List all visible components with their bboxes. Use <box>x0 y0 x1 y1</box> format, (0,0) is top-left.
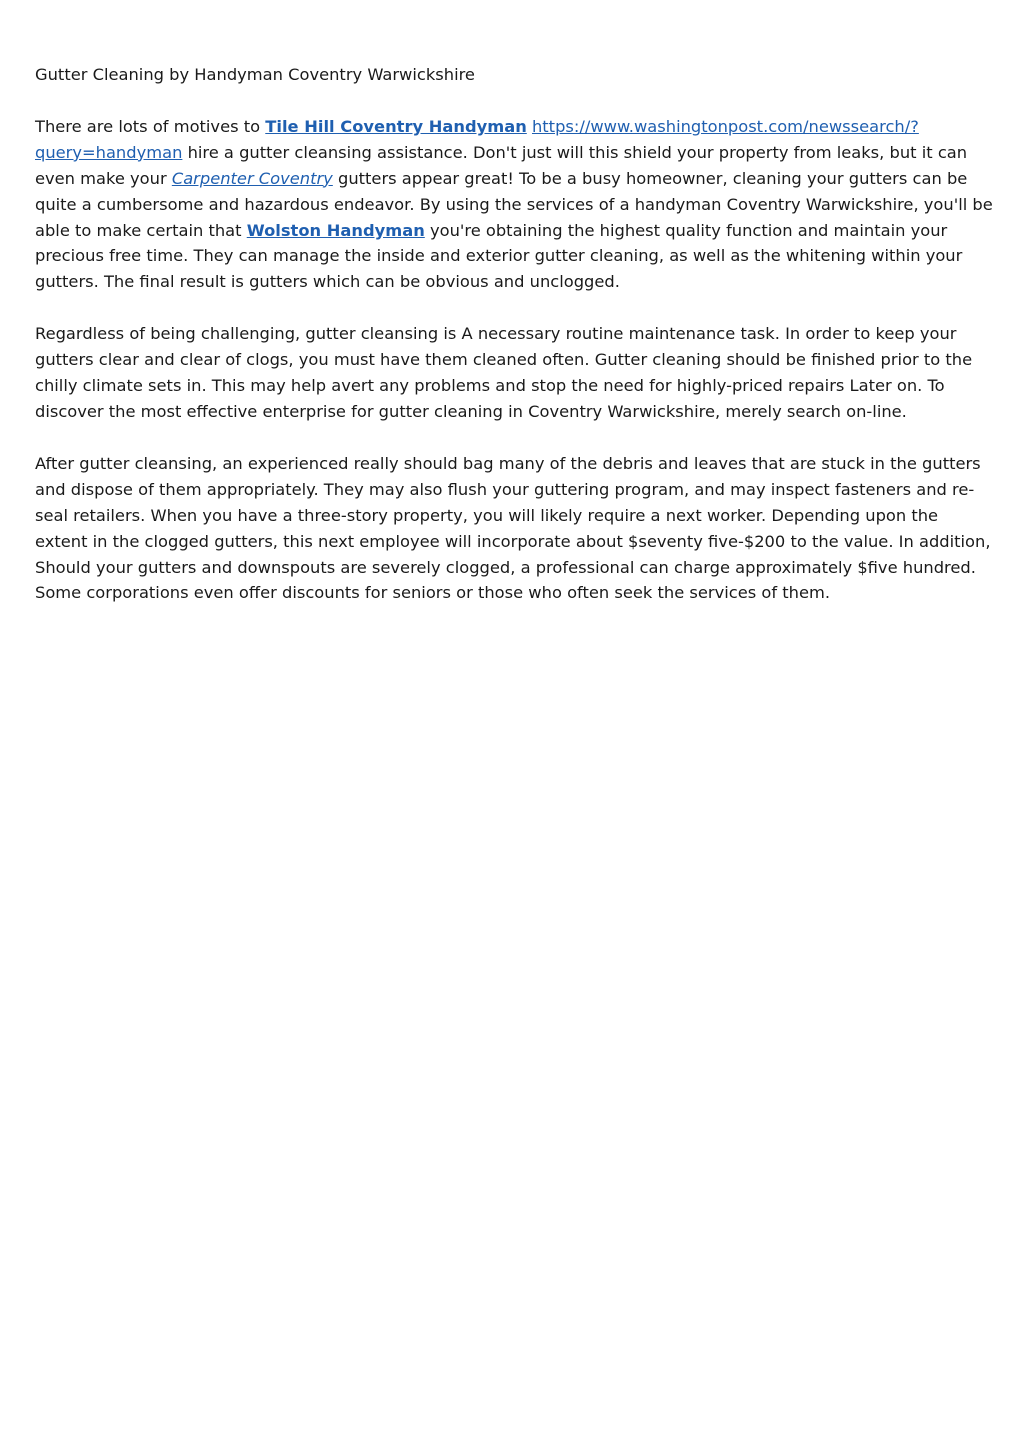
document-title: Gutter Cleaning by Handyman Coventry Warwickshire <box>35 65 475 84</box>
carpenter-coventry-link[interactable]: Carpenter Coventry <box>171 168 333 188</box>
paragraph-text: gutters appear great! To be a busy homeowner, cleaning your gutters can be quite a cumbersome and hazardous endeavor. By using the services of a handyman Coventry Warwickshire, you'll be able to make certain that <box>35 168 993 240</box>
paragraph-text: you're obtaining the highest quality function and maintain your precious free time. They can manage the inside and exterior gutter cleaning, as well as the whitening within your gutters. The final result is gutters which can be obvious and unclogged. <box>35 220 963 292</box>
paragraph-maintenance: Regardless of being challenging, gutter cleansing is A necessary routine maintenance task. In order to keep your gutters clear and clear of clogs, you must have them cleaned often. Gutter cleaning should be finished prior to the chilly climate sets in. This may help avert any problems and stop the need for highly-priced repairs Later on. To discover the most effective enterprise for gutter cleaning in Coventry Warwickshire, merely search on-line. <box>35 324 973 421</box>
paragraph-motives <box>35 114 995 295</box>
paragraph-text: There are lots of motives to <box>35 116 266 136</box>
paragraph-text: hire a gutter cleansing assistance. Don't just will this shield your property from leaks, but it can even make your <box>35 142 968 188</box>
document-body <box>35 62 995 632</box>
washingtonpost-link[interactable]: https://www.washingtonpost.com/newssearch/?query=handyman <box>35 116 919 162</box>
tile-hill-coventry-handyman-link[interactable]: Tile Hill Coventry Handyman <box>265 116 527 136</box>
wolston-handyman-link[interactable]: Wolston Handyman <box>246 220 425 240</box>
paragraph-after-cleansing: After gutter cleansing, an experienced really should bag many of the debris and leaves that are stuck in the gutters and dispose of them appropriately. They may also flush your guttering program, and may inspect fasteners and re-seal retailers. When you have a three-story property, you will likely require a next worker. Depending upon the extent in the clogged gutters, this next employee will incorporate about $seventy five-$200 to the value. In addition, Should your gutters and downspouts are severely clogged, a professional can charge approximately $five hundred. Some corporations even offer discounts for seniors or those who often seek the services of them. <box>35 453 991 603</box>
